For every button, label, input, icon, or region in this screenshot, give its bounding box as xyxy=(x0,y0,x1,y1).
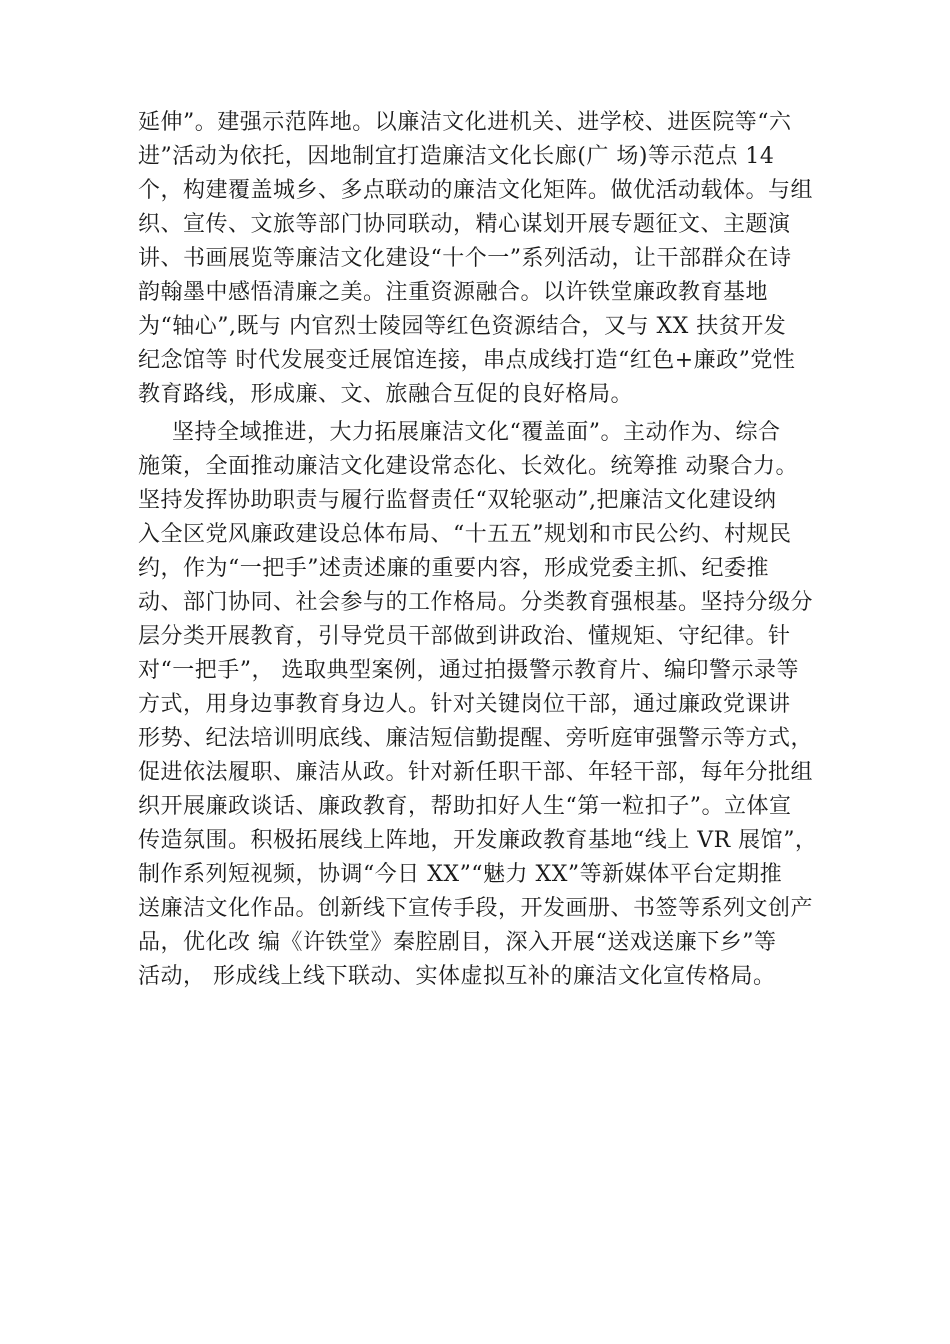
text-line: 品，优化改 编《许铁堂》秦腔剧目，深入开展“送戏送廉下乡”等 xyxy=(138,930,777,955)
text-line: 制作系列短视频，协调“今日 XX”“魅力 XX”等新媒体平台定期推 xyxy=(138,862,783,887)
text-line: 约，作为“一把手”述责述廉的重要内容，形成党委主抓、纪委推 xyxy=(138,556,769,581)
text-line: 促进依法履职、廉洁从政。针对新任职干部、年轻干部，每年分批组 xyxy=(138,760,814,785)
text-line: 坚持全域推进，大力拓展廉洁文化“覆盖面”。主动作为、综合 xyxy=(172,420,781,445)
text-line: 传造氛围。积极拓展线上阵地，开发廉政教育基地“线上 VR 展馆”， xyxy=(138,828,818,853)
text-line: 施策，全面推动廉洁文化建设常态化、长效化。统筹推 动聚合力。 xyxy=(138,454,798,479)
text-line: 纪念馆等 时代发展变迁展馆连接，串点成线打造“红色+廉政”党性 xyxy=(138,348,796,373)
text-line: 讲、书画展览等廉洁文化建设“十个一”系列活动，让干部群众在诗 xyxy=(138,246,792,271)
text-line: 进”活动为依托，因地制宜打造廉洁文化长廊(广 场)等示范点 14 xyxy=(138,144,775,169)
text-line: 入全区党风廉政建设总体布局、“十五五”规划和市民公约、村规民 xyxy=(138,522,792,547)
text-line: 坚持发挥协助职责与履行监督责任“双轮驱动”,把廉洁文化建设纳 xyxy=(138,488,777,513)
text-line: 个，构建覆盖城乡、多点联动的廉洁文化矩阵。做优活动载体。与组 xyxy=(138,178,814,203)
text-line: 对“一把手”， 选取典型案例，通过拍摄警示教育片、编印警示录等 xyxy=(138,658,799,683)
text-line: 织、宣传、文旅等部门协同联动，精心谋划开展专题征文、主题演 xyxy=(138,212,791,237)
text-line: 形势、纪法培训明底线、廉洁短信勤提醒、旁听庭审强警示等方式， xyxy=(138,726,814,751)
text-line: 为“轴心”,既与 内官烈士陵园等红色资源结合，又与 XX 扶贫开发 xyxy=(138,314,787,339)
text-line: 织开展廉政谈话、廉政教育，帮助扣好人生“第一粒扣子”。立体宣 xyxy=(138,794,792,819)
text-line: 韵翰墨中感悟清廉之美。注重资源融合。以许铁堂廉政教育基地 xyxy=(138,280,769,305)
text-line: 动、部门协同、社会参与的工作格局。分类教育强根基。坚持分级分 xyxy=(138,590,814,615)
text-line: 延伸”。建强示范阵地。以廉洁文化进机关、进学校、进医院等“六 xyxy=(138,110,792,135)
text-line: 送廉洁文化作品。创新线下宣传手段，开发画册、书签等系列文创产 xyxy=(138,896,814,921)
text-line: 活动， 形成线上线下联动、实体虚拟互补的廉洁文化宣传格局。 xyxy=(138,964,776,989)
text-line: 方式，用身边事教育身边人。针对关键岗位干部，通过廉政党课讲 xyxy=(138,692,791,717)
text-line: 层分类开展教育，引导党员干部做到讲政治、懂规矩、守纪律。针 xyxy=(138,624,791,649)
text-line: 教育路线，形成廉、文、旅融合互促的良好格局。 xyxy=(138,382,634,407)
